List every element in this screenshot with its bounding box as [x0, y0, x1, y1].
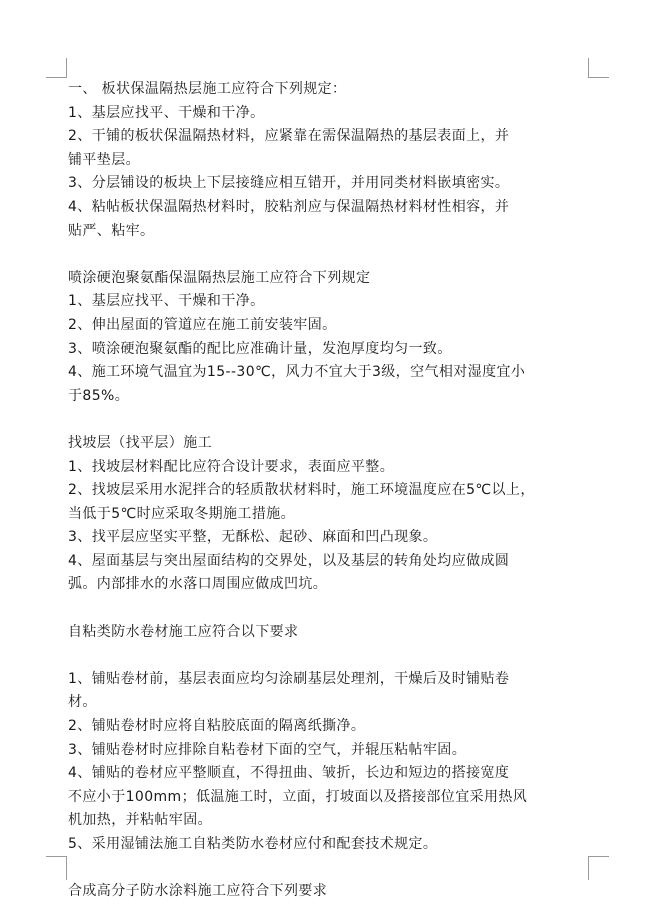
paragraph-line: 4、施工环境气温宜为15--30℃，风力不宜大于3级，空气相对湿度宜小 [68, 364, 526, 381]
paragraph-line: 当低于5℃时应采取冬期施工措施。 [68, 505, 296, 522]
paragraph-line: 1、铺贴卷材前，基层表面应均匀涂刷基层处理剂，干燥后及时铺贴卷 [68, 670, 510, 687]
paragraph-line: 机加热，并粘帖牢固。 [68, 812, 212, 829]
paragraph-line: 材。 [68, 694, 97, 711]
section-heading: 喷涂硬泡聚氨酯保温隔热层施工应符合下列规定 [68, 269, 371, 286]
blank-line [68, 857, 588, 881]
paragraph-line: 不应小于100mm；低温施工时，立面，打坡面以及搭接部位宜采用热风 [68, 788, 528, 805]
blank-line [68, 644, 588, 668]
paragraph-line: 1、基层应找平、干燥和干净。 [68, 293, 265, 310]
corner-mark-bottom-left [66, 856, 67, 880]
section-heading: 合成高分子防水涂料施工应符合下列要求 [68, 883, 328, 900]
section-heading: 自粘类防水卷材施工应符合以下要求 [68, 623, 299, 640]
corner-mark-bottom-right-h [589, 856, 609, 857]
paragraph-line: 3、分层铺设的板块上下层接缝应相互错开，并用同类材料嵌填密实。 [68, 175, 510, 192]
blank-line [68, 243, 588, 267]
paragraph-line: 4、铺贴的卷材应平整顺直，不得扭曲、皱折，长边和短边的搭接宽度 [68, 765, 510, 782]
paragraph-line: 铺平垫层。 [68, 151, 140, 168]
section-heading: 一、 板状保温隔热层施工应符合下列规定： [68, 81, 347, 97]
paragraph-line: 2、找坡层采用水泥拌合的轻质散状材料时，施工环境温度应在5℃以上， [68, 482, 535, 499]
corner-mark-bottom-left-h [46, 856, 66, 857]
corner-mark-top-right-h [589, 77, 609, 78]
paragraph-line: 贴严、粘牢。 [68, 222, 155, 239]
paragraph-line: 4、粘帖板状保温隔热材料时，胶粘剂应与保温隔热材料材性相容，并 [68, 198, 510, 215]
paragraph-line: 1、找坡层材料配比应符合设计要求，表面应平整。 [68, 458, 395, 475]
paragraph-line: 2、干铺的板状保温隔热材料，应紧靠在需保温隔热的基层表面上，并 [68, 128, 510, 145]
corner-mark-top-left [66, 58, 67, 78]
paragraph-line: 3、铺贴卷材时应排除自粘卷材下面的空气，并辊压粘帖牢固。 [68, 741, 467, 758]
section-heading: 找坡层（找平层）施工 [68, 434, 212, 451]
paragraph-line: 3、找平层应坚实平整，无酥松、起砂、麻面和凹凸现象。 [68, 529, 438, 546]
paragraph-line: 3、喷涂硬泡聚氨酯的配比应准确计量，发泡厚度均匀一致。 [68, 340, 452, 357]
paragraph-line: 2、伸出屋面的管道应在施工前安装牢固。 [68, 316, 337, 333]
document-body [68, 78, 588, 904]
paragraph-line: 于85%。 [68, 387, 130, 404]
paragraph-line: 2、铺贴卷材时应将自粘胶底面的隔离纸撕净。 [68, 718, 366, 735]
paragraph-line: 弧。内部排水的水落口周围应做成凹坑。 [68, 576, 328, 593]
corner-mark-top-right [588, 58, 589, 78]
corner-mark-bottom-right [588, 856, 589, 880]
paragraph-line: 5、采用湿铺法施工自粘类防水卷材应付和配套技术规定。 [68, 836, 438, 852]
paragraph-line: 1、基层应找平、干燥和干净。 [68, 104, 265, 121]
blank-line [68, 597, 588, 621]
corner-mark-top-left-h [46, 77, 66, 78]
paragraph-line: 4、屋面基层与突出屋面结构的交界处，以及基层的转角处均应做成圆 [68, 552, 510, 569]
blank-line [68, 408, 588, 432]
